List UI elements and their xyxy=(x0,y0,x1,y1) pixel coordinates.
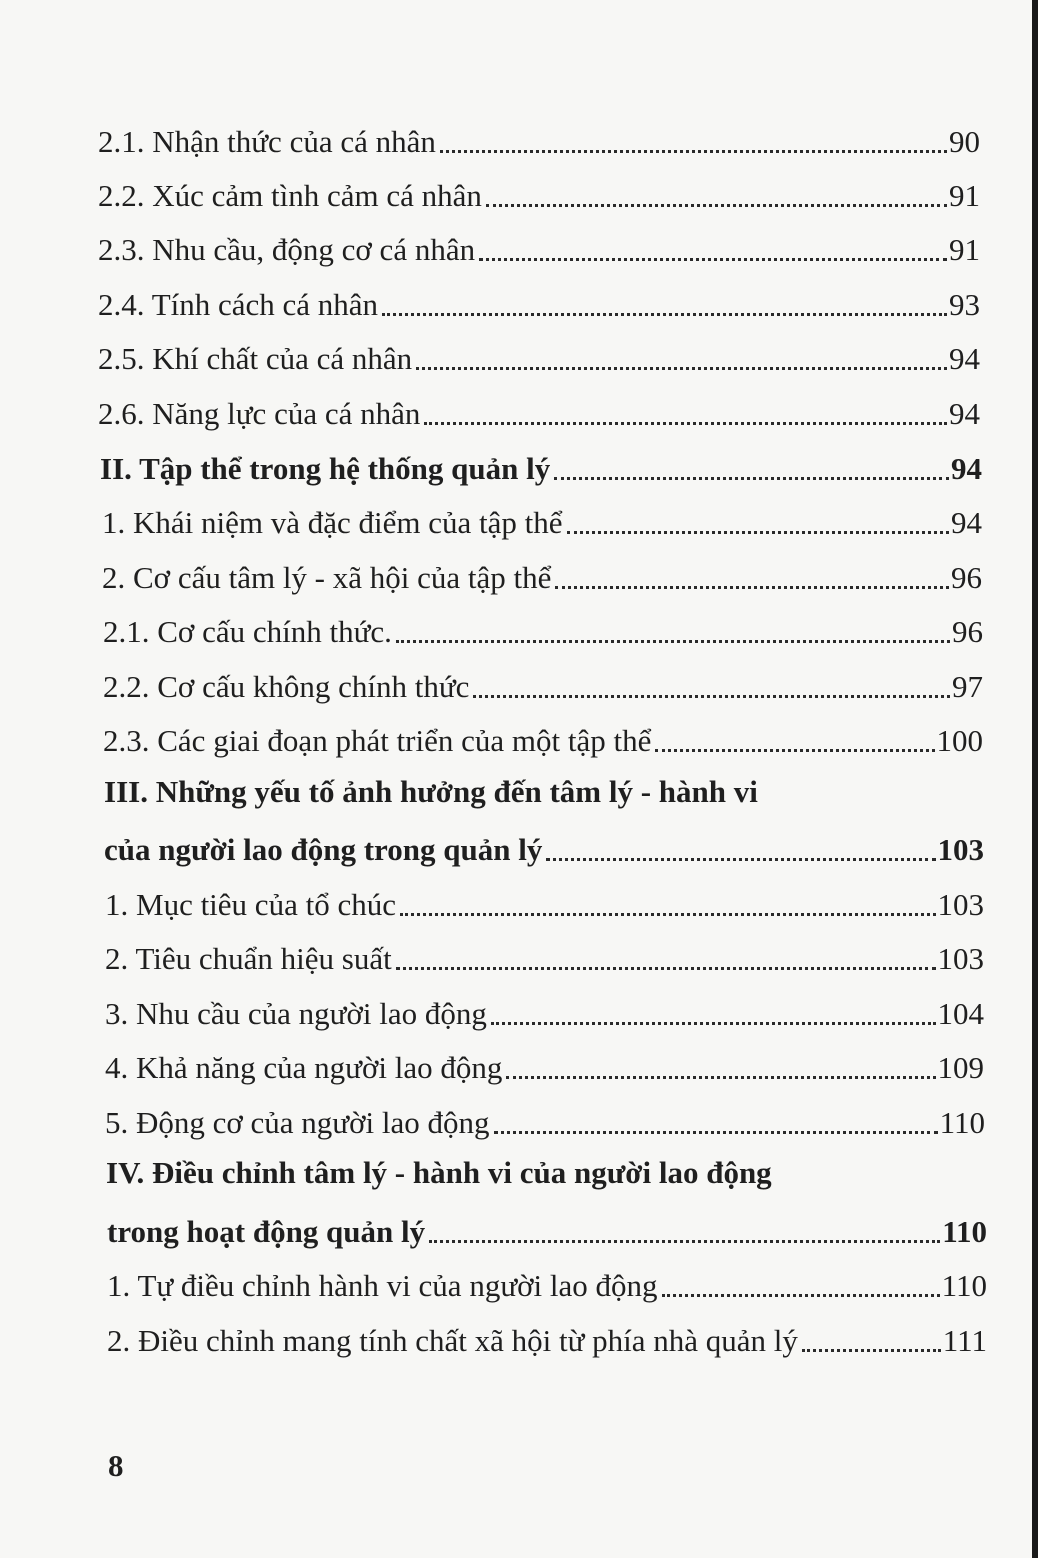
toc-entry xyxy=(105,1099,985,1143)
toc-entry xyxy=(98,118,980,162)
toc-entry-label: 1. Tự điều chỉnh hành vi của người lao động xyxy=(107,1268,658,1303)
toc-entry-label: 2.2. Xúc cảm tình cảm cá nhân xyxy=(98,178,482,213)
toc-entry xyxy=(103,663,983,707)
toc-page-number: 97 xyxy=(952,669,983,704)
page-edge xyxy=(1032,0,1038,1558)
toc-entry xyxy=(98,172,980,216)
toc-page-number: 91 xyxy=(949,178,980,213)
toc-leader xyxy=(554,477,949,480)
toc-page-number: 110 xyxy=(942,1214,987,1249)
toc-entry xyxy=(103,608,983,652)
toc-page-number: 100 xyxy=(936,723,983,758)
toc-leader xyxy=(440,150,947,153)
toc-page-number: 94 xyxy=(949,396,980,431)
toc-page-number: 96 xyxy=(951,560,982,595)
toc-page-number: 110 xyxy=(939,1105,985,1140)
toc-leader xyxy=(555,586,949,589)
toc-entry-label: 2. Tiêu chuẩn hiệu suất xyxy=(105,941,392,976)
toc-page-number: 103 xyxy=(937,832,984,867)
toc-leader xyxy=(491,1022,936,1025)
toc-entry xyxy=(103,717,983,761)
toc-entry-label: 2. Điều chỉnh mang tính chất xã hội từ phía nhà quản lý xyxy=(107,1323,798,1358)
toc-entry xyxy=(105,881,984,925)
toc-leader xyxy=(416,367,947,370)
toc-entry xyxy=(98,281,980,325)
toc-entry xyxy=(107,1262,987,1306)
toc-entry-label: của người lao động trong quản lý xyxy=(104,832,543,867)
toc-leader xyxy=(506,1076,935,1079)
toc-entry xyxy=(98,335,980,379)
toc-entry-label: 2.3. Các giai đoạn phát triển của một tập thể xyxy=(103,723,652,758)
toc-entry-label: 2.1. Cơ cấu chính thức. xyxy=(103,614,392,649)
toc-entry-label: 1. Mục tiêu của tổ chúc xyxy=(105,887,396,922)
toc-section-heading: IV. Điều chỉnh tâm lý - hành vi của người lao động xyxy=(106,1155,772,1190)
toc-leader xyxy=(429,1240,940,1243)
toc-page-number: 94 xyxy=(951,451,982,486)
toc-leader xyxy=(546,858,935,861)
toc-leader xyxy=(424,422,947,425)
toc-entry-label: 2.6. Năng lực của cá nhân xyxy=(98,396,421,431)
toc-leader xyxy=(382,313,947,316)
toc-entry xyxy=(98,390,980,434)
toc-page-number: 103 xyxy=(937,941,984,976)
toc-entry xyxy=(105,935,984,979)
toc-entry xyxy=(98,226,980,270)
toc-entry xyxy=(102,554,982,598)
toc-entry-label: 3. Nhu cầu của người lao động xyxy=(105,996,487,1031)
toc-leader xyxy=(479,258,947,261)
toc-leader xyxy=(473,695,950,698)
toc-leader xyxy=(567,531,949,534)
toc-page-number: 110 xyxy=(941,1268,987,1303)
toc-leader xyxy=(400,913,936,916)
toc-leader xyxy=(662,1294,940,1297)
toc-leader xyxy=(396,640,950,643)
toc-page-number: 109 xyxy=(937,1050,984,1085)
toc-entry-label: 5. Động cơ của người lao động xyxy=(105,1105,490,1140)
toc-entry-label: 2.3. Nhu cầu, động cơ cá nhân xyxy=(98,232,476,267)
toc-page-number: 94 xyxy=(951,505,982,540)
toc-page-number: 93 xyxy=(949,287,980,322)
toc-entry-label: 2.5. Khí chất của cá nhân xyxy=(98,341,413,376)
toc-page-number: 94 xyxy=(949,341,980,376)
toc-page-number: 103 xyxy=(937,887,984,922)
toc-leader xyxy=(494,1131,938,1134)
toc-page-number: 111 xyxy=(942,1323,987,1358)
page-number-folio: 8 xyxy=(108,1448,124,1483)
toc-entry-label: 4. Khả năng của người lao động xyxy=(105,1050,503,1085)
toc-page-number: 96 xyxy=(952,614,983,649)
toc-entry-label: 2. Cơ cấu tâm lý - xã hội của tập thể xyxy=(102,560,552,595)
toc-page-number: 104 xyxy=(937,996,984,1031)
toc-page-number: 90 xyxy=(949,124,980,159)
toc-entry-label: 2.4. Tính cách cá nhân xyxy=(98,287,379,322)
toc-entry-label: II. Tập thể trong hệ thống quản lý xyxy=(100,451,551,486)
toc-leader xyxy=(396,967,936,970)
toc-leader xyxy=(655,749,934,752)
toc-entry xyxy=(107,1317,987,1361)
toc-entry-label: trong hoạt động quản lý xyxy=(107,1214,426,1249)
toc-entry xyxy=(102,499,982,543)
toc-section-heading-continued xyxy=(107,1208,987,1252)
toc-leader xyxy=(802,1349,941,1352)
toc-section-heading xyxy=(100,445,982,489)
toc-leader xyxy=(486,204,947,207)
toc-section-heading: III. Những yếu tố ảnh hưởng đến tâm lý - hành vi xyxy=(104,774,758,809)
toc-page-number: 91 xyxy=(949,232,980,267)
toc-entry-label: 2.1. Nhận thức của cá nhân xyxy=(98,124,436,159)
toc-entry-label: 2.2. Cơ cấu không chính thức xyxy=(103,669,470,704)
toc-entry-label: 1. Khái niệm và đặc điểm của tập thể xyxy=(102,505,563,540)
toc-section-heading-continued xyxy=(104,826,984,870)
toc-entry xyxy=(105,990,984,1034)
toc-entry xyxy=(105,1044,984,1088)
